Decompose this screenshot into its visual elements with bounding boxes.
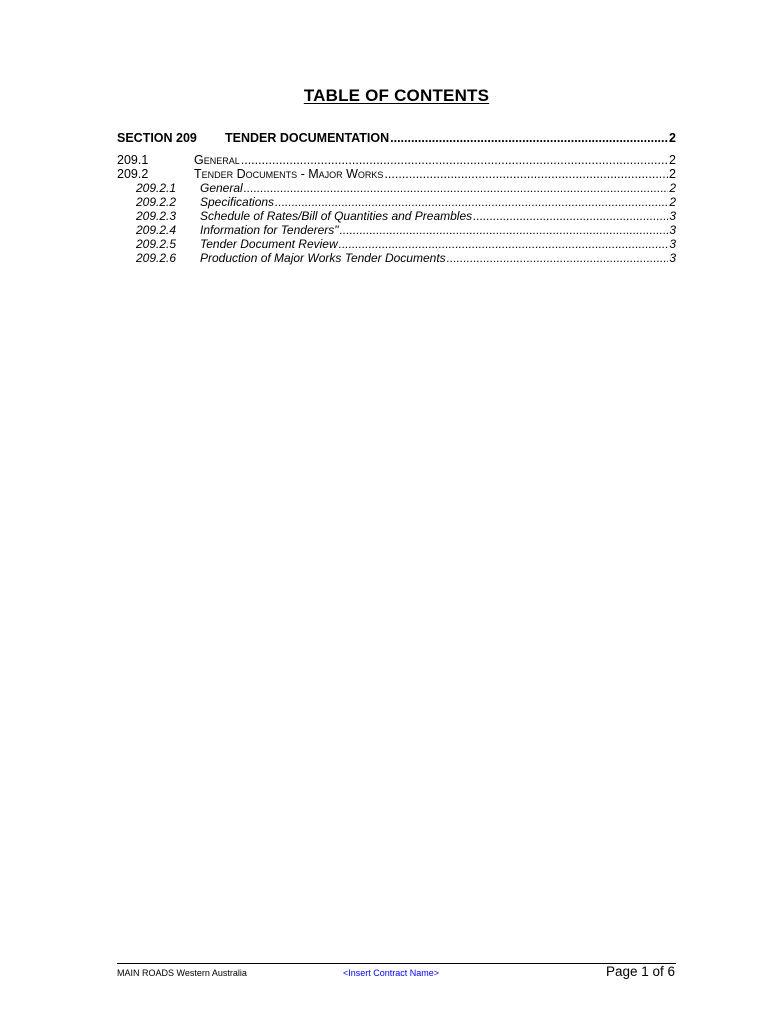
- footer-page-number: Page 1 of 6: [605, 964, 675, 979]
- toc-entry-title: General: [194, 153, 240, 167]
- toc-subentry-number: 209.2.1: [136, 181, 177, 195]
- toc-leader-dots: [390, 131, 668, 145]
- toc-subentry-title: Specifications: [200, 195, 275, 209]
- toc-subentry[interactable]: [117, 181, 676, 195]
- toc-subentry-number: 209.2.4: [136, 223, 177, 237]
- toc-subentry-title: General: [200, 181, 243, 195]
- toc-entry[interactable]: [117, 153, 676, 167]
- toc-subentry-page: 3: [669, 209, 676, 223]
- footer-divider: [117, 963, 676, 964]
- toc-leader-dots: [447, 251, 669, 265]
- toc-subentry-page: 3: [669, 223, 676, 237]
- toc-leader-dots: [244, 181, 669, 195]
- toc-subentry-number: 209.2.2: [136, 195, 177, 209]
- toc-entry-page: 2: [669, 167, 676, 181]
- toc-entry[interactable]: [117, 167, 676, 181]
- toc-section-page: 2: [669, 131, 676, 145]
- toc-entry-page: 2: [669, 153, 676, 167]
- toc-subentry[interactable]: [117, 251, 676, 265]
- footer-organisation: MAIN ROADS Western Australia: [117, 968, 247, 978]
- toc-subentry-title: Information for Tenderers": [200, 223, 339, 237]
- toc-subentry-number: 209.2.6: [136, 251, 177, 265]
- table-of-contents: [117, 131, 676, 265]
- toc-subentry-page: 3: [669, 237, 676, 251]
- toc-subentry[interactable]: [117, 237, 676, 251]
- toc-entry-title: Tender Documents - Major Works: [194, 167, 384, 181]
- toc-section-title: TENDER DOCUMENTATION: [225, 131, 390, 145]
- toc-leader-dots: [473, 209, 668, 223]
- toc-subentry-title: Tender Document Review: [200, 237, 338, 251]
- toc-leader-dots: [340, 223, 669, 237]
- toc-subentry-number: 209.2.3: [136, 209, 177, 223]
- toc-entry-number: 209.2: [117, 167, 149, 181]
- toc-leader-dots: [384, 167, 668, 181]
- footer-contract-name-placeholder[interactable]: <Insert Contract Name>: [343, 968, 440, 978]
- toc-subentry[interactable]: [117, 195, 676, 209]
- toc-leader-dots: [241, 153, 668, 167]
- toc-subentry-number: 209.2.5: [136, 237, 177, 251]
- toc-subentry-page: 2: [669, 195, 676, 209]
- toc-subentry-page: 3: [669, 251, 676, 265]
- toc-subentry[interactable]: [117, 209, 676, 223]
- toc-subentry-title: Schedule of Rates/Bill of Quantities and Preambles: [200, 209, 473, 223]
- toc-leader-dots: [275, 195, 668, 209]
- toc-section-number: SECTION 209: [117, 131, 197, 145]
- toc-section-row[interactable]: [117, 131, 676, 148]
- page-title: TABLE OF CONTENTS: [303, 86, 490, 105]
- toc-subentry-title: Production of Major Works Tender Documents: [200, 251, 446, 265]
- toc-leader-dots: [339, 237, 669, 251]
- toc-subentry[interactable]: [117, 223, 676, 237]
- toc-entry-number: 209.1: [117, 153, 149, 167]
- toc-subentry-page: 2: [669, 181, 676, 195]
